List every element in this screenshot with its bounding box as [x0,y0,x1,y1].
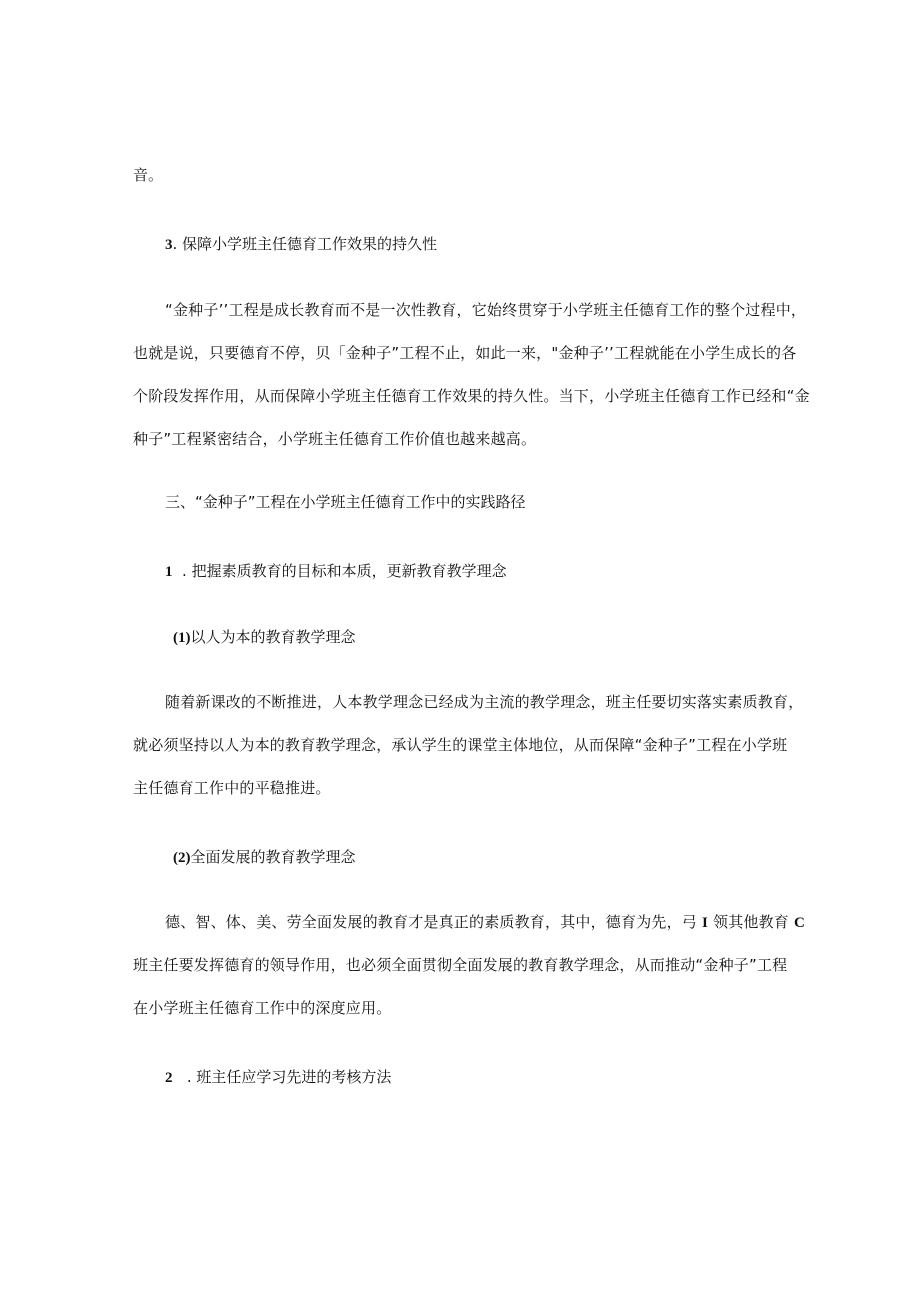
paragraph-line: 在小学班主任德育工作中的深度应用。 [133,999,392,1017]
sub-subheading-number: (2) [173,850,191,866]
line-text: 德、智、体、美、劳全面发展的教育才是真正的素质教育，其中，德育为先，弓 [165,913,698,931]
line-glyph: I [701,915,709,931]
heading-text: . 保障小学班主任德育工作效果的持久性 [172,235,438,253]
section-heading-3: 三、“金种子”工程在小学班主任德育工作中的实践路径 [165,493,526,511]
sub-subheading-text: 以人为本的教育教学理念 [190,628,356,646]
subheading-1 [165,561,507,582]
line-text: 领其他教育 [713,913,790,931]
paragraph-line: 个阶段发挥作用，从而保障小学班主任德育工作效果的持久性。当下，小学班主任德育工作已经和“金 [133,387,810,405]
paragraph-tail: 音。 [133,166,164,184]
paragraph-line: 主任德育工作中的平稳推进。 [133,779,331,797]
line-glyph: C [793,915,806,931]
subheading-number: 2 [165,1070,173,1086]
sub-subheading-number: (1) [173,630,191,646]
subheading-text: . 把握素质教育的目标和本质，更新教育教学理念 [182,562,507,580]
paragraph-line: “金种子’’工程是成长教育而不是一次性教育，它始终贯穿于小学班主任德育工作的整个过程中， [165,301,807,319]
paragraph-line: 种子”工程紧密结合，小学班主任德育工作价值也越来越高。 [133,430,537,448]
paragraph-line: 随着新课改的不断推进，人本教学理念已经成为主流的教学理念，班主任要切实落实素质教育， [165,693,804,711]
subheading-text: . 班主任应学习先进的考核方法 [186,1068,392,1086]
sub-subheading-1 [173,627,356,648]
paragraph-line [165,912,805,933]
sub-subheading-text: 全面发展的教育教学理念 [190,848,356,866]
subheading-2 [165,1067,391,1088]
paragraph-line: 班主任要发挥德育的领导作用，也必须全面贯彻全面发展的教育教学理念，从而推动“金种子”工程 [133,956,788,974]
heading-number: 3 [165,237,173,253]
heading-3 [165,234,437,255]
subheading-number: 1 [165,564,173,580]
paragraph-line: 就必须坚持以人为本的教育教学理念，承认学生的课堂主体地位，从而保障“金种子”工程在小学班 [133,736,788,754]
paragraph-line: 也就是说，只要德育不停，贝「金种子”工程不止，如此一来，"金种子’’工程就能在小学生成长的各 [133,344,797,362]
sub-subheading-2 [173,847,356,868]
